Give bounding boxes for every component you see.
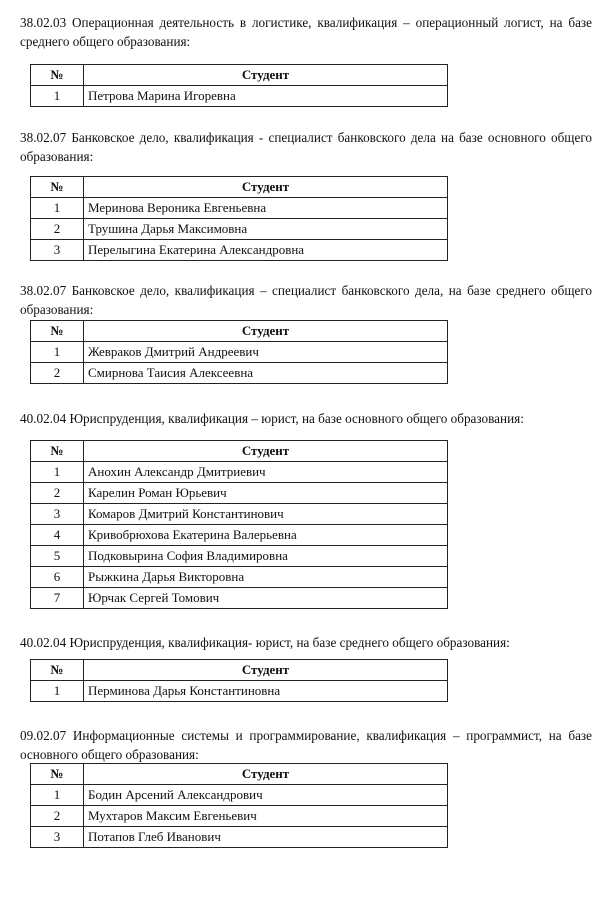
section-heading: 38.02.03 Операционная деятельность в логистике, квалификация – операционный логист, на базе среднего общего образования: — [20, 15, 592, 49]
table-header-row — [31, 321, 448, 342]
table-row — [31, 240, 448, 261]
row-number: 2 — [31, 806, 84, 827]
student-name: Трушина Дарья Максимовна — [84, 219, 448, 240]
student-name: Анохин Александр Дмитриевич — [84, 462, 448, 483]
column-header-student: Студент — [84, 321, 448, 342]
column-header-number: № — [31, 65, 84, 86]
row-number: 5 — [31, 546, 84, 567]
table-header-row — [31, 177, 448, 198]
table-header-row — [31, 441, 448, 462]
column-header-student: Студент — [84, 660, 448, 681]
table-row — [31, 504, 448, 525]
column-header-student: Студент — [84, 441, 448, 462]
table-row — [31, 827, 448, 848]
row-number: 3 — [31, 827, 84, 848]
table-row — [31, 681, 448, 702]
row-number: 3 — [31, 240, 84, 261]
column-header-student: Студент — [84, 764, 448, 785]
row-number: 2 — [31, 219, 84, 240]
row-number: 2 — [31, 363, 84, 384]
student-name: Перелыгина Екатерина Александровна — [84, 240, 448, 261]
student-name: Меринова Вероника Евгеньевна — [84, 198, 448, 219]
section-heading: 40.02.04 Юриспруденция, квалификация – юрист, на базе основного общего образования: — [20, 411, 524, 426]
table-header-row — [31, 65, 448, 86]
row-number: 4 — [31, 525, 84, 546]
student-name: Мухтаров Максим Евгеньевич — [84, 806, 448, 827]
student-name: Петрова Марина Игоревна — [84, 86, 448, 107]
column-header-student: Студент — [84, 65, 448, 86]
table-row — [31, 198, 448, 219]
row-number: 7 — [31, 588, 84, 609]
students-table — [30, 64, 448, 107]
student-name: Жевраков Дмитрий Андреевич — [84, 342, 448, 363]
student-name: Смирнова Таисия Алексеевна — [84, 363, 448, 384]
table-row — [31, 567, 448, 588]
student-name: Комаров Дмитрий Константинович — [84, 504, 448, 525]
student-name: Подковырина София Владимировна — [84, 546, 448, 567]
section-heading: 38.02.07 Банковское дело, квалификация - специалист банковского дела на базе основного общего образования: — [20, 130, 592, 164]
section-heading: 09.02.07 Информационные системы и программирование, квалификация – программист, на базе основного общего образования: — [20, 728, 592, 762]
row-number: 1 — [31, 198, 84, 219]
column-header-number: № — [31, 764, 84, 785]
table-row — [31, 462, 448, 483]
column-header-student: Студент — [84, 177, 448, 198]
students-table — [30, 659, 448, 702]
student-name: Рыжкина Дарья Викторовна — [84, 567, 448, 588]
table-header-row — [31, 764, 448, 785]
student-name: Кривобрюхова Екатерина Валерьевна — [84, 525, 448, 546]
section-heading: 38.02.07 Банковское дело, квалификация – специалист банковского дела, на базе среднего общего образования: — [20, 283, 592, 317]
table-header-row — [31, 660, 448, 681]
student-name: Бодин Арсений Александрович — [84, 785, 448, 806]
table-row — [31, 86, 448, 107]
row-number: 2 — [31, 483, 84, 504]
students-table — [30, 176, 448, 261]
column-header-number: № — [31, 321, 84, 342]
table-row — [31, 806, 448, 827]
column-header-number: № — [31, 177, 84, 198]
table-row — [31, 546, 448, 567]
table-row — [31, 588, 448, 609]
row-number: 1 — [31, 342, 84, 363]
students-table — [30, 763, 448, 848]
column-header-number: № — [31, 660, 84, 681]
student-name: Карелин Роман Юрьевич — [84, 483, 448, 504]
column-header-number: № — [31, 441, 84, 462]
student-name: Потапов Глеб Иванович — [84, 827, 448, 848]
row-number: 1 — [31, 462, 84, 483]
row-number: 6 — [31, 567, 84, 588]
students-table — [30, 440, 448, 609]
table-row — [31, 219, 448, 240]
student-name: Юрчак Сергей Томович — [84, 588, 448, 609]
row-number: 1 — [31, 785, 84, 806]
student-name: Перминова Дарья Константиновна — [84, 681, 448, 702]
row-number: 1 — [31, 681, 84, 702]
section-heading: 40.02.04 Юриспруденция, квалификация- юрист, на базе среднего общего образования: — [20, 635, 510, 650]
row-number: 3 — [31, 504, 84, 525]
table-row — [31, 342, 448, 363]
students-table — [30, 320, 448, 384]
table-row — [31, 483, 448, 504]
table-row — [31, 525, 448, 546]
table-row — [31, 363, 448, 384]
row-number: 1 — [31, 86, 84, 107]
table-row — [31, 785, 448, 806]
